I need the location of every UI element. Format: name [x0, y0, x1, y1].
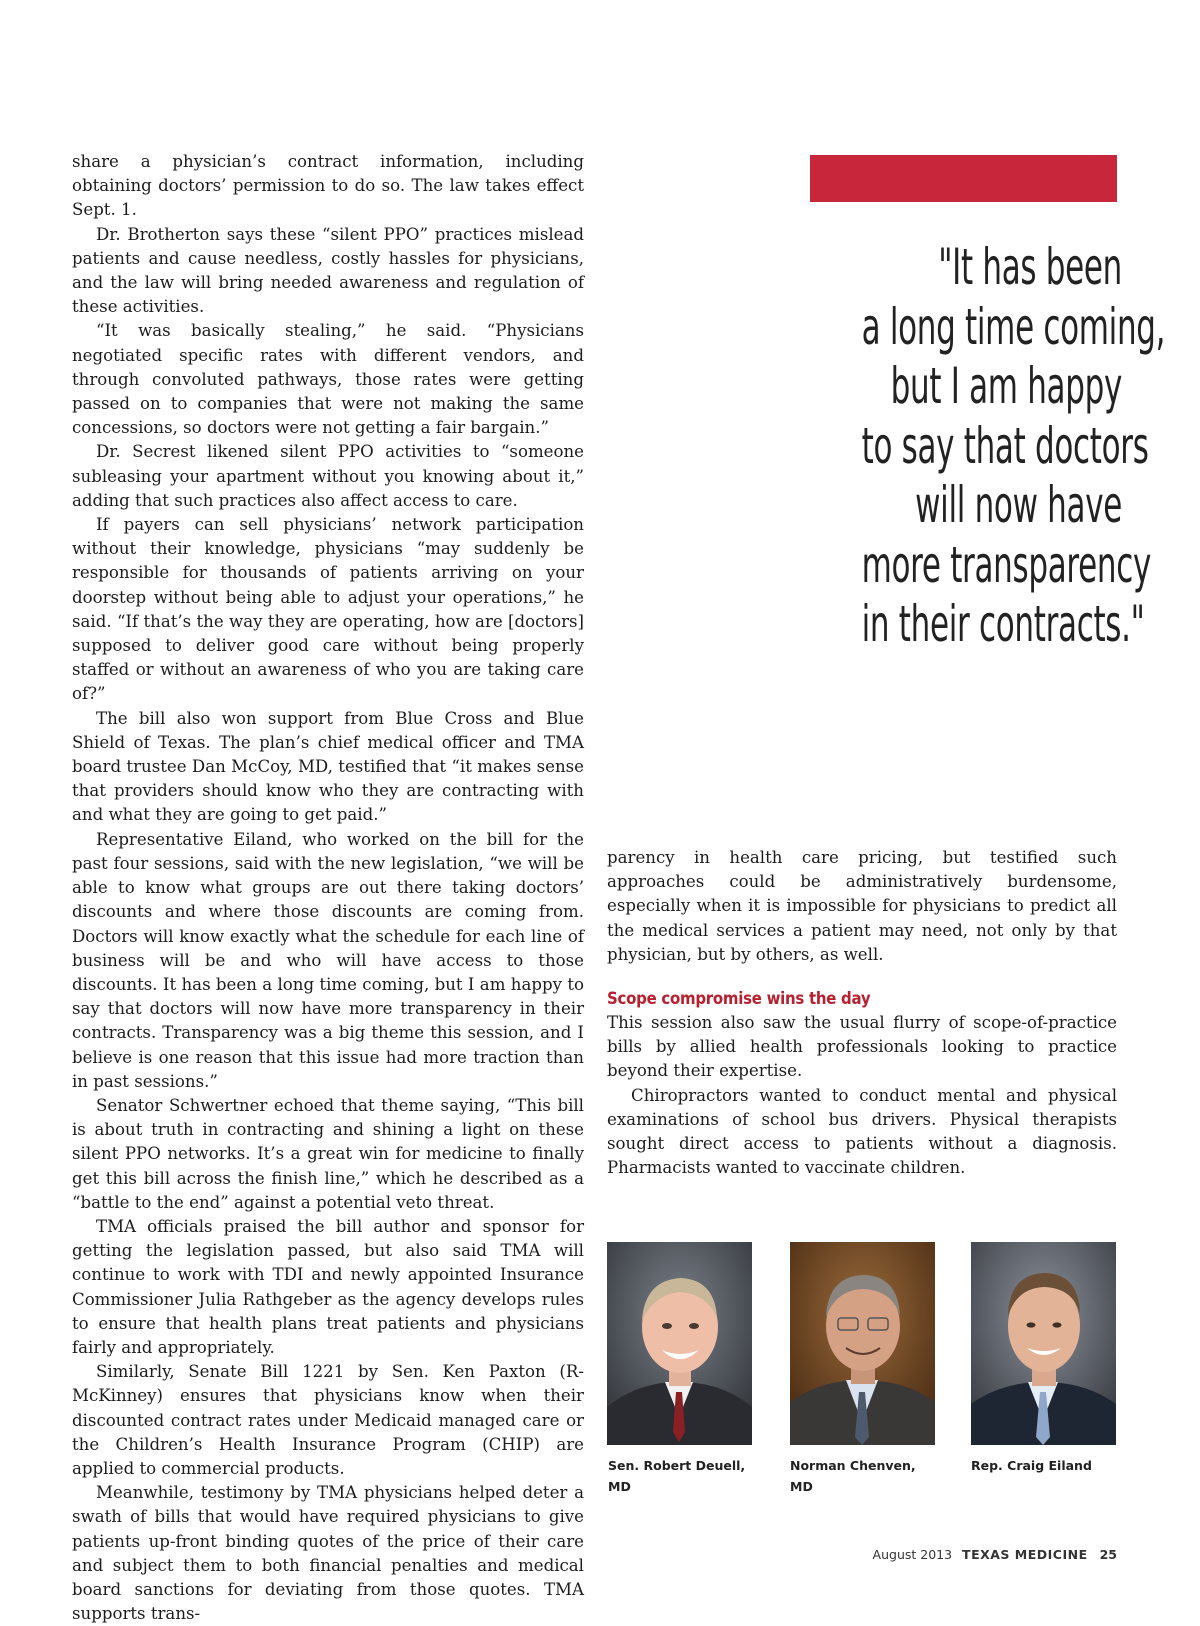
body-paragraph: Dr. Brotherton says these “silent PPO” practices mislead patients and cause needless, costly hassles for physicians, and the law will bring needed awareness and regulation of these activities.	[72, 224, 584, 317]
page-footer	[873, 1547, 1117, 1562]
body-paragraph: TMA officials praised the bill author and sponsor for getting the legislation passed, but also said TMA will continue to work with TDI and newly appointed Insurance Commissioner Julia Rathgeber as the agency develops rules to ensure that health plans treat patients and physicians fairly and appropriately.	[72, 1216, 584, 1357]
pull-quote-line: to say that doctors	[861, 416, 1149, 475]
portrait-photo	[607, 1242, 752, 1445]
photo-caption	[971, 1455, 1121, 1476]
portrait-photo	[971, 1242, 1116, 1445]
body-paragraph: Dr. Secrest likened silent PPO activities to “someone subleasing your apartment without you knowing about it,” adding that such practices also affect access to care.	[72, 442, 584, 510]
body-paragraph: This session also saw the usual flurry of scope-of-practice bills by allied health professionals looking to practice beyond their expertise.	[607, 1013, 1117, 1081]
body-paragraph: Senator Schwertner echoed that theme saying, “This bill is about truth in contracting and shining a light on these silent PPO networks. It’s a great win for medicine to finally get this bill across the finish line,” which he described as a “battle to the end” against a potential veto threat.	[72, 1095, 584, 1212]
portrait-eiland	[971, 1242, 1116, 1445]
photo-caption	[608, 1455, 758, 1497]
pull-quote-line: in their contracts."	[861, 595, 1145, 653]
portrait-photo	[790, 1242, 935, 1445]
body-paragraph: If payers can sell physicians’ network participation without their knowledge, physicians “may suddenly be responsible for thousands of patients arriving on your doorstep without being able to adjust your operations,” he said. “If that’s the way they are operating, how are [doctors] supposed to deliver good care without being properly staffed or without an awareness of who you are taking care of?”	[72, 515, 584, 704]
portrait-chenven	[790, 1242, 935, 1445]
pull-quote-line: will now have	[915, 476, 1122, 534]
section-subhead: Scope compromise wins the day	[607, 989, 871, 1010]
body-paragraph: Meanwhile, testimony by TMA physicians helped deter a swath of bills that would have required physicians to give patients up-front binding quotes of the price of their care and subject them to both financial penalties and medical board sanctions for deviating from those quotes. TMA supports trans-	[72, 1483, 584, 1624]
body-paragraph: The bill also won support from Blue Cross and Blue Shield of Texas. The plan’s chief medical officer and TMA board trustee Dan McCoy, MD, testified that “it makes sense that providers should know who they are contracting with and what they are going to get paid.”	[72, 708, 584, 825]
magazine-name: TEXAS MEDICINE	[962, 1547, 1088, 1562]
caption-line: Norman Chenven,	[790, 1458, 916, 1473]
pull-quote-accent-bar	[810, 155, 1117, 202]
pull-quote-line: "It has been	[938, 238, 1122, 296]
body-paragraph: Similarly, Senate Bill 1221 by Sen. Ken Paxton (R-McKinney) ensures that physicians know when their discounted contract rates under Medicaid managed care or the Children’s Health Insurance Program (CHIP) are applied to commercial products.	[72, 1362, 584, 1478]
portrait-deuell	[607, 1242, 752, 1445]
pull-quote	[702, 238, 1166, 655]
caption-line: Sen. Robert Deuell,	[608, 1458, 746, 1473]
body-paragraph: parency in health care pricing, but testified such approaches could be administratively burdensome, especially when it is impossible for physicians to predict all the medical services a patient may need, not only by that physician, but by others, as well.	[607, 848, 1117, 964]
body-paragraph: Chiropractors wanted to conduct mental and physical examinations of school bus drivers. Physical therapists sought direct access to patients without a diagnosis. Pharmacists wanted to vaccinate children.	[607, 1085, 1117, 1178]
body-paragraph: share a physician’s contract information, including obtaining doctors’ permission to do so. The law takes effect Sept. 1.	[72, 152, 584, 220]
photo-caption	[790, 1455, 940, 1497]
page-number: 25	[1099, 1547, 1117, 1562]
caption-line: MD	[790, 1479, 813, 1494]
caption-line: MD	[608, 1479, 631, 1494]
pull-quote-line: a long time coming,	[861, 297, 1166, 356]
pull-quote-line: more transparency	[861, 535, 1152, 594]
caption-line: Rep. Craig Eiland	[971, 1458, 1092, 1473]
left-column	[72, 150, 584, 1626]
body-paragraph: “It was basically stealing,” he said. “Physicians negotiated specific rates with different vendors, and through convoluted pathways, those rates were getting passed on to companies that were not making the same concessions, so doctors were not getting a fair bargain.”	[72, 321, 584, 438]
body-paragraph: Representative Eiland, who worked on the bill for the past four sessions, said with the new legislation, “we will be able to know what groups are out there taking doctors’ discounts and where those discounts are coming from. Doctors will know exactly what the schedule for each line of business will be and who will have access to those discounts. It has been a long time coming, but I am happy to say that doctors will now have more transparency in their contracts. Transparency was a big theme this session, and I believe is one reason that this issue had more traction than in past sessions.”	[72, 829, 584, 1091]
pull-quote-line: but I am happy	[890, 357, 1122, 415]
issue-date: August 2013	[872, 1547, 953, 1562]
right-column	[607, 846, 1117, 1180]
